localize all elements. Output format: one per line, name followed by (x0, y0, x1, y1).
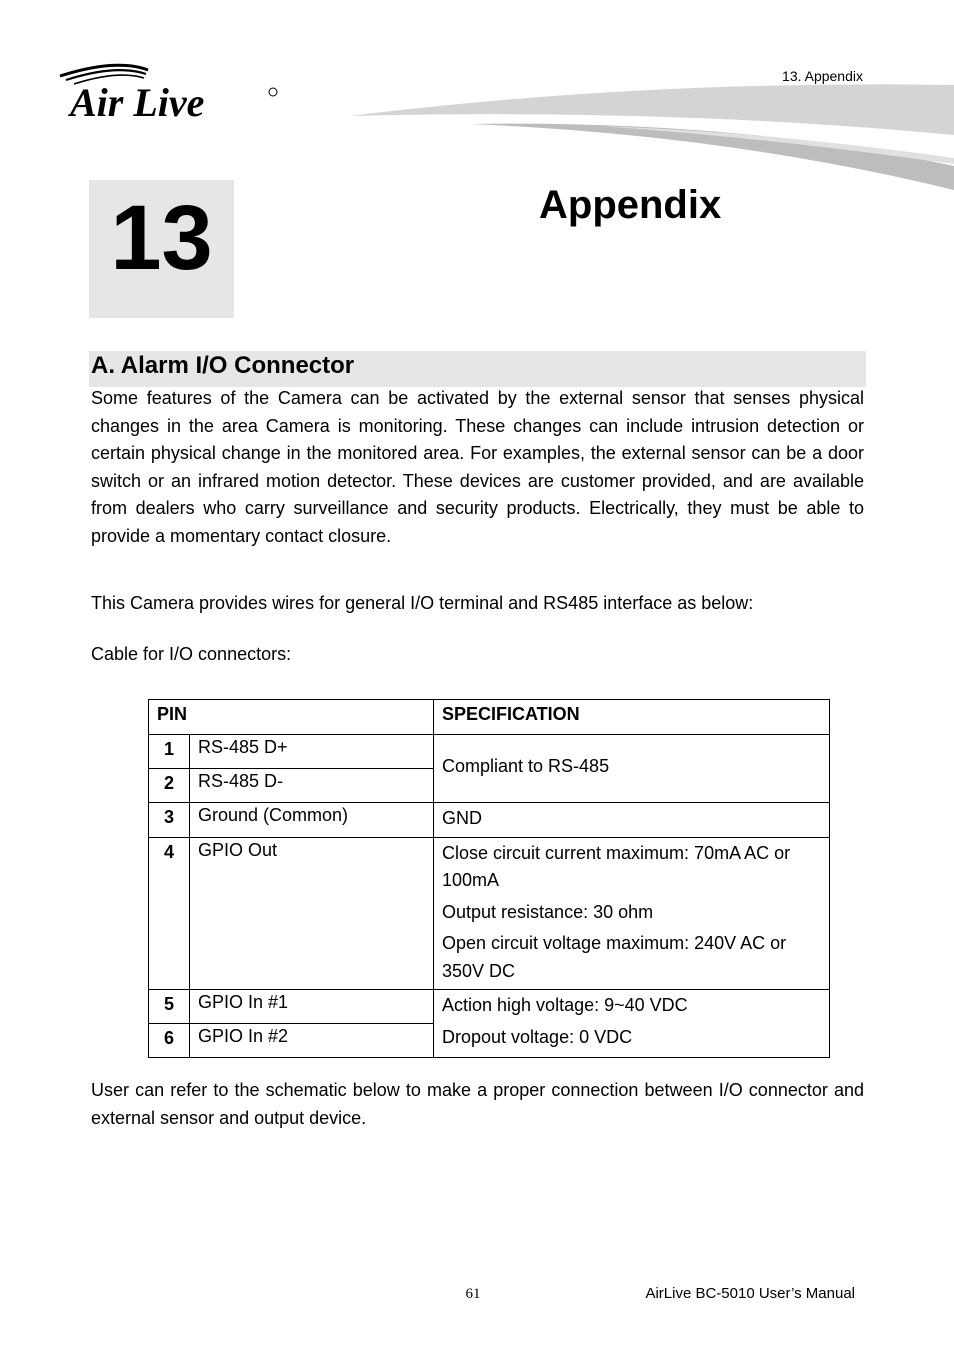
table-row (149, 837, 830, 990)
pin-number: 4 (149, 837, 190, 990)
pin-spec (434, 990, 830, 1058)
spec-line: Compliant to RS-485 (442, 755, 610, 776)
table-row (149, 803, 830, 838)
header-pin: PIN (149, 700, 434, 735)
pin-name: RS-485 D+ (190, 735, 434, 769)
chapter-title: Appendix (539, 183, 722, 227)
intro-paragraph: Some features of the Camera can be activated by the external sensor that senses physical changes in the area Camera is monitoring. These changes can include intrusion detection or certain physical change in the monitored area. For examples, the external sensor can be a door switch or an infrared motion detector. These devices are customer provided, and are available from dealers who carry surveillance and security products. Electrically, they must be able to provide a momentary contact closure. (91, 388, 864, 546)
pin-spec (434, 803, 830, 838)
pin-number: 2 (149, 769, 190, 803)
spec-line: Dropout voltage: 0 VDC (442, 1026, 633, 1047)
io-description: This Camera provides wires for general I/O terminal and RS485 interface as below: (91, 593, 754, 613)
pin-name: GPIO In #2 (190, 1024, 434, 1058)
spec-line: Action high voltage: 9~40 VDC (442, 995, 688, 1015)
cable-caption: Cable for I/O connectors: (91, 644, 292, 664)
airlive-logo (56, 58, 286, 124)
io-pin-table (148, 699, 830, 1058)
pin-name: Ground (Common) (190, 803, 434, 838)
page-number: 61 (465, 1286, 481, 1302)
table-row (149, 735, 830, 769)
pin-number: 3 (149, 803, 190, 838)
running-header: 13. Appendix (782, 68, 863, 84)
header-swoosh (340, 80, 954, 195)
pin-number: 6 (149, 1024, 190, 1058)
section-title: A. Alarm I/O Connector (91, 352, 355, 379)
chapter-number: 13 (110, 187, 213, 289)
spec-line: Open circuit voltage maximum: 240V AC or 350V DC (442, 933, 787, 981)
spec-line: Close circuit current maximum: 70mA AC or 100mA (442, 842, 791, 890)
spec-line: Output resistance: 30 ohm (442, 901, 654, 922)
pin-spec (434, 735, 830, 803)
pin-name: GPIO Out (190, 837, 434, 990)
header-specification: SPECIFICATION (434, 700, 830, 735)
spec-line: GND (442, 808, 482, 828)
logo-text: Air Live (70, 80, 205, 124)
pin-name: RS-485 D- (190, 769, 434, 803)
pin-spec (434, 837, 830, 990)
table-header-row (149, 700, 830, 735)
pin-number: 5 (149, 990, 190, 1024)
table-row (149, 990, 830, 1024)
pin-number: 1 (149, 735, 190, 769)
footer-manual-title: AirLive BC-5010 User’s Manual (645, 1285, 855, 1302)
pin-name: GPIO In #1 (190, 990, 434, 1024)
schematic-note: User can refer to the schematic below to make a proper connection between I/O connector and external sensor and output device. (91, 1080, 864, 1128)
